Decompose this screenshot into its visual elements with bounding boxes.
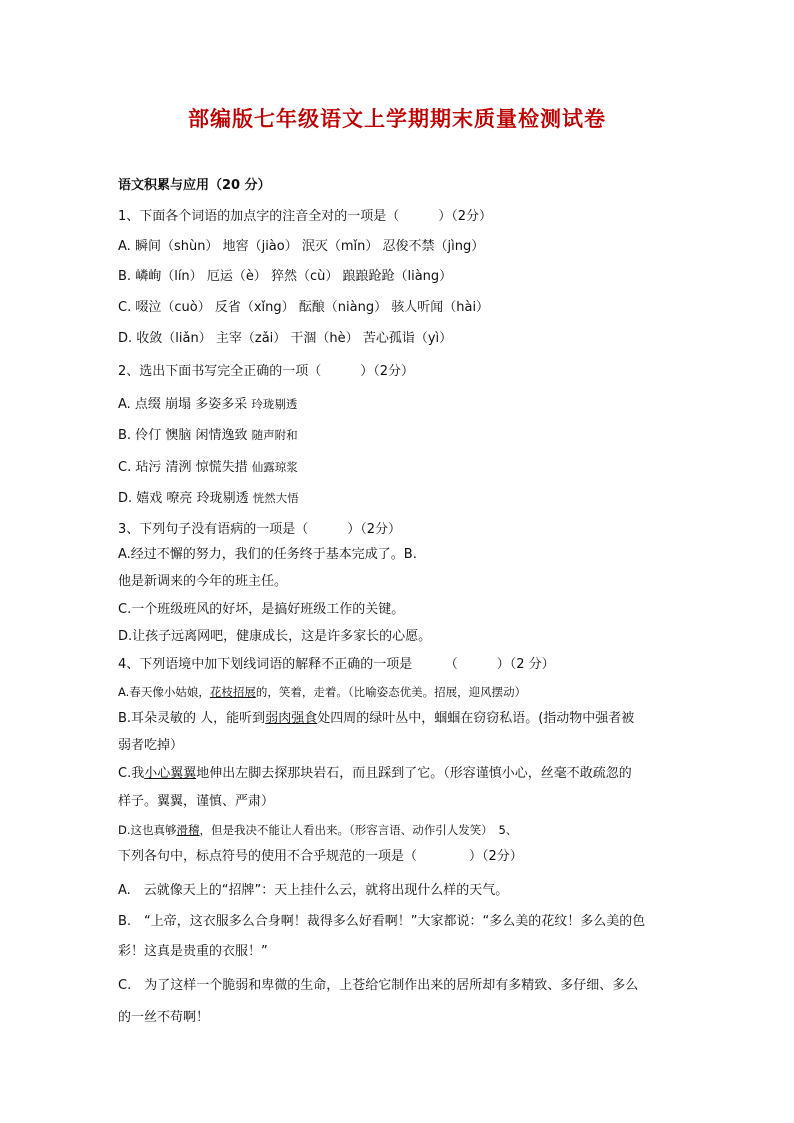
option-letter: C. (118, 300, 132, 315)
option-letter: A. (118, 239, 131, 254)
question-4-option-c-cont: 样子。翼翼，谨慎、严肃） (118, 794, 275, 809)
option-word: 懊脑 (165, 428, 192, 443)
question-5-option-c: C. 为了这样一个脆弱和卑微的生命，上苍给它制作出来的居所却有多精致、多仔细、多么 (118, 978, 639, 993)
option-word: 嘹亮 (166, 491, 193, 506)
option-word: 随声附和 (251, 428, 298, 442)
option-word: 厄运（è） (206, 269, 267, 284)
option-word: 骇人听闻（hài） (391, 300, 490, 315)
question-3-option-c: C.一个班级班风的好坏，是搞好班级工作的关键。 (118, 602, 405, 617)
option-word: 主宰（zǎi） (215, 331, 287, 346)
question-2-option-d (118, 489, 299, 508)
option-word: B. 伶仃 (118, 428, 162, 443)
option-word: 瞬间（shùn） (134, 239, 219, 254)
question-5-option-c-cont: 的一丝不苟啊！ (118, 1010, 210, 1025)
underlined-word: 弱肉强食 (265, 711, 318, 726)
option-word: 多姿多采 (195, 397, 248, 412)
section-heading: 语文积累与应用（20 分） (118, 178, 271, 193)
option-text: A.春天像小姑娘， (118, 685, 210, 699)
option-word: C. 玷污 (118, 460, 162, 475)
option-text: 地伸出左脚去探那块岩石，而且踩到了它。（形容谨慎小心，丝毫不敢疏忽的 (196, 766, 632, 781)
question-4-option-b-cont: 弱者吃掉） (118, 738, 184, 753)
underlined-word: 小心翼翼 (144, 766, 197, 781)
underlined-word: 滑稽 (176, 823, 200, 837)
option-text: C.我 (118, 766, 145, 781)
question-4-option-a (118, 683, 526, 701)
option-letter: B. (118, 269, 132, 284)
question-2-option-c (118, 458, 298, 477)
option-word: A. 点缀 (118, 397, 161, 412)
option-word: 嶙峋（lín） (135, 269, 203, 284)
option-word: 惊慌失措 (195, 460, 248, 475)
question-1-option-b (118, 268, 452, 286)
option-word: 玲珑剔透 (196, 491, 249, 506)
option-text: 的，笑着，走着。（比喻姿态优美。招展，迎风摆动） (255, 685, 527, 699)
option-word: 踉踉跄跄（liàng） (342, 269, 453, 284)
option-word: 仙露琼浆 (251, 460, 298, 474)
option-word: 收敛（liǎn） (136, 331, 212, 346)
underlined-word: 花枝招展 (209, 685, 256, 699)
option-word: 地窖（jiào） (222, 239, 298, 254)
option-word: 酝酿（niàng） (298, 300, 388, 315)
question-2-option-b (118, 426, 298, 445)
option-text: D.这也真够 (118, 823, 177, 837)
option-word: 忍俊不禁（jìng） (382, 239, 485, 254)
option-word: 苦心孤诣（yì） (362, 331, 453, 346)
option-word: 闲情逸致 (195, 428, 248, 443)
question-5-option-b: B. “上帝，这衣服多么合身啊！裁得多么好看啊！”大家都说：“多么美的花纹！多么美的色 (118, 914, 646, 929)
option-word: D. 嬉戏 (118, 491, 163, 506)
option-text: B.耳朵灵敏的 人，能听到 (118, 711, 266, 726)
question-1-option-d (118, 330, 452, 348)
option-word: 清洌 (165, 460, 192, 475)
option-letter: D. (118, 331, 133, 346)
question-1-option-c (118, 299, 489, 317)
question-4-option-d (118, 821, 517, 839)
question-4-option-b (118, 710, 634, 728)
option-word: 玲珑剔透 (251, 397, 298, 411)
question-1-option-a (118, 238, 484, 256)
option-word: 恍然大悟 (252, 491, 299, 505)
option-word: 干涸（hè） (290, 331, 359, 346)
question-5-option-b-cont: 彩！这真是贵重的衣服！” (118, 944, 268, 959)
question-1-stem: 1、下面各个词语的加点字的注音全对的一项是（ ）（2分） (118, 209, 493, 224)
option-text: ，但是我决不能让人看出来。（形容言语、动作引人发笑） 5、 (199, 823, 518, 837)
question-3-option-a: A.经过不懈的努力，我们的任务终于基本完成了。B. (118, 547, 417, 562)
option-word: 崩塌 (165, 397, 192, 412)
question-3-option-d: D.让孩子远离网吧，健康成长，这是许多家长的心愿。 (118, 629, 432, 644)
question-2-option-a (118, 395, 297, 414)
option-word: 啜泣（cuò） (135, 300, 211, 315)
option-word: 猝然（cù） (270, 269, 339, 284)
question-3-option-b: 他是新调来的今年的班主任。 (118, 574, 288, 589)
question-4-option-c (118, 765, 632, 783)
option-text: 处四周的绿叶丛中，蝈蝈在窃窃私语。(指动物中强者被 (317, 711, 635, 726)
option-word: 反省（xǐng） (214, 300, 295, 315)
question-5-stem: 下列各句中，标点符号的使用不合乎规范的一项是（ ）（2分） (118, 849, 523, 864)
page-title: 部编版七年级语文上学期期末质量检测试卷 (188, 107, 606, 131)
question-5-option-a: A. 云就像天上的“招牌”：天上挂什么云，就将出现什么样的天气。 (118, 883, 509, 898)
question-4-stem: 4、下列语境中加下划线词语的解释不正确的一项是 （ ）（2 分） (118, 657, 555, 672)
option-word: 泯灭（mǐn） (301, 239, 379, 254)
question-2-stem: 2、选出下面书写完全正确的一项（ ）（2分） (118, 364, 415, 379)
question-3-stem: 3、下列句子没有语病的一项是（ ）（2分） (118, 522, 402, 537)
